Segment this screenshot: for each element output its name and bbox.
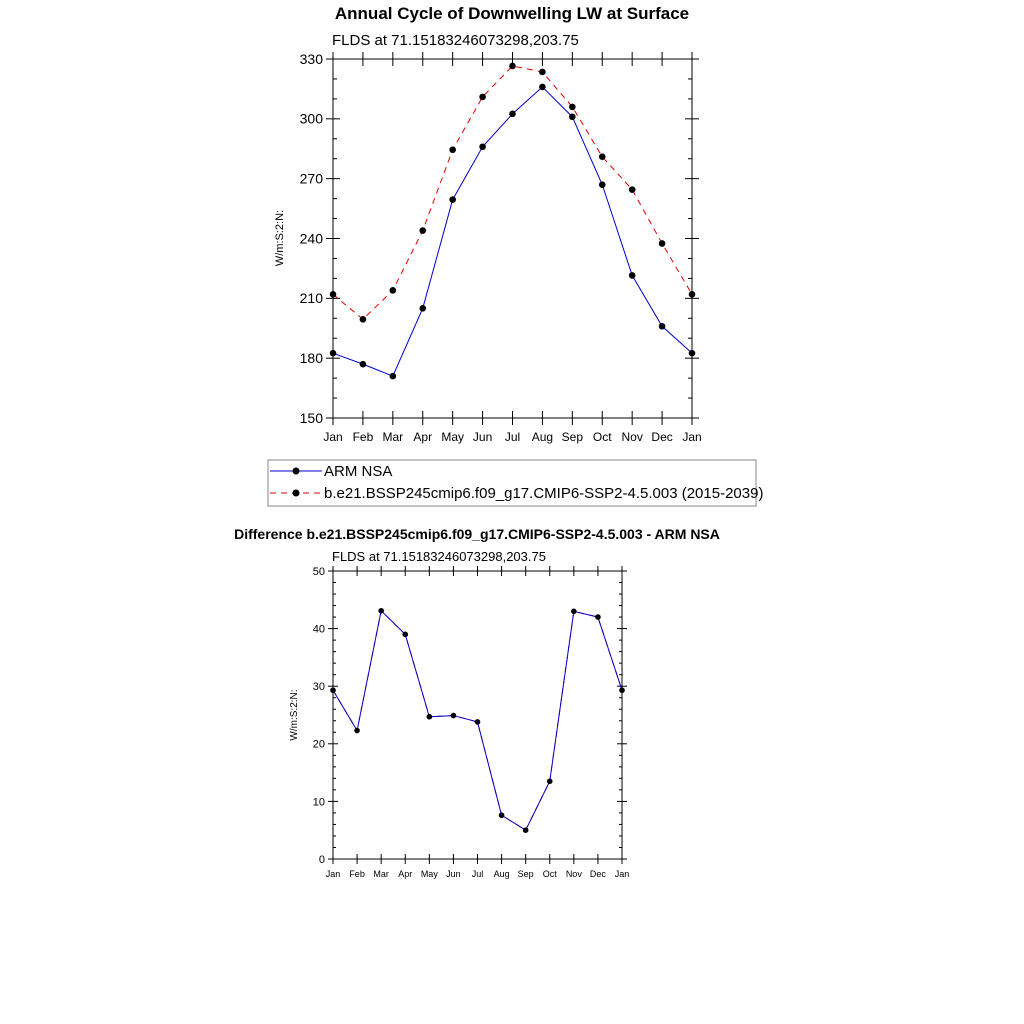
x-tick-label: Jul	[504, 430, 521, 444]
x-tick-label: Oct	[592, 430, 612, 444]
chart2-ticks	[328, 566, 627, 864]
chart1-subtitle: FLDS at 71.15183246073298,203.75	[332, 32, 579, 49]
x-tick-label: Sep	[517, 869, 534, 879]
y-tick-label: 180	[299, 350, 323, 367]
data-point	[509, 111, 516, 118]
data-point	[479, 94, 486, 101]
chart1-y-axis-label: W/m:S:2:N:	[274, 209, 286, 267]
chart2-y-tick-labels	[313, 566, 325, 866]
chart2-title: Difference b.e21.BSSP245cmip6.f09_g17.CMIP6-SSP2-4.5.003 - ARM NSA	[234, 526, 720, 542]
chart1-ticks	[326, 52, 699, 425]
y-tick-label: 0	[318, 853, 325, 866]
x-tick-label: Nov	[621, 430, 643, 444]
chart2-subtitle: FLDS at 71.15183246073298,203.75	[332, 549, 546, 564]
annual-cycle-chart	[268, 4, 763, 506]
data-point	[479, 143, 486, 150]
data-point	[419, 305, 426, 312]
chart2-series	[330, 608, 625, 833]
x-tick-label: Dec	[589, 869, 606, 879]
data-point	[360, 361, 367, 368]
chart1-x-tick-labels	[323, 430, 701, 444]
data-point	[599, 181, 606, 188]
y-tick-label: 240	[299, 230, 323, 247]
data-point	[360, 316, 367, 323]
x-tick-label: Dec	[651, 430, 673, 444]
data-point	[595, 614, 601, 620]
legend-marker-model	[293, 490, 300, 497]
y-tick-label: 10	[312, 796, 325, 809]
data-point	[629, 186, 636, 193]
chart2-y-axis-label: W/m:S:2:N:	[289, 689, 300, 741]
data-point	[427, 714, 433, 720]
data-point	[599, 153, 606, 160]
x-tick-label: Apr	[398, 869, 413, 879]
y-tick-label: 40	[312, 623, 325, 636]
x-tick-label: Jul	[471, 869, 484, 879]
data-point	[629, 272, 636, 279]
x-tick-label: May	[420, 869, 438, 879]
data-point	[330, 291, 337, 298]
x-tick-label: Jun	[472, 430, 493, 444]
data-point	[419, 227, 426, 234]
x-tick-label: Sep	[561, 430, 584, 444]
data-point	[571, 609, 577, 615]
y-tick-label: 50	[312, 565, 325, 578]
data-point	[451, 713, 457, 719]
x-tick-label: Oct	[542, 869, 557, 879]
x-tick-label: Jun	[446, 869, 461, 879]
data-point	[569, 104, 576, 111]
data-point	[619, 687, 625, 693]
x-tick-label: Jan	[614, 869, 630, 879]
y-tick-label: 300	[299, 110, 323, 127]
data-point	[569, 114, 576, 121]
y-tick-label: 210	[299, 290, 323, 307]
y-tick-label: 30	[312, 681, 325, 694]
data-point	[449, 146, 456, 153]
x-tick-label: Jan	[682, 430, 702, 444]
data-point	[354, 728, 360, 734]
data-point	[689, 291, 696, 298]
chart2-plot-frame	[333, 571, 622, 859]
data-point	[523, 827, 529, 833]
x-tick-label: Aug	[493, 869, 510, 879]
data-point	[539, 69, 546, 76]
x-tick-label: Jan	[325, 869, 341, 879]
data-point	[539, 84, 546, 91]
data-point	[390, 287, 397, 294]
x-tick-label: Apr	[413, 430, 433, 444]
data-point	[475, 719, 481, 725]
chart1-y-tick-labels	[300, 51, 324, 426]
y-tick-label: 150	[299, 409, 323, 426]
y-tick-label: 20	[312, 738, 325, 751]
chart1-series	[330, 63, 696, 380]
data-point	[659, 323, 666, 330]
data-point	[449, 196, 456, 203]
data-point	[378, 608, 384, 614]
data-point	[689, 350, 696, 357]
x-tick-label: Nov	[565, 869, 582, 879]
data-point	[509, 63, 516, 70]
data-point	[499, 812, 505, 818]
data-point	[390, 373, 397, 380]
y-tick-label: 270	[299, 170, 323, 187]
x-tick-label: May	[441, 430, 465, 444]
chart1-legend	[268, 460, 763, 506]
x-tick-label: Mar	[373, 869, 389, 879]
x-tick-label: Mar	[382, 430, 404, 444]
x-tick-label: Aug	[531, 430, 554, 444]
data-point	[330, 350, 337, 357]
legend-marker-arm-nsa	[293, 468, 300, 475]
data-point	[330, 687, 336, 693]
data-point	[659, 240, 666, 247]
legend-label-arm-nsa: ARM NSA	[324, 463, 393, 480]
chart1-title: Annual Cycle of Downwelling LW at Surface	[334, 4, 690, 23]
y-tick-label: 330	[299, 50, 323, 67]
chart2-x-tick-labels	[326, 869, 630, 879]
series-line-0	[333, 87, 692, 376]
x-tick-label: Feb	[349, 869, 365, 879]
x-tick-label: Feb	[352, 430, 374, 444]
x-tick-label: Jan	[323, 430, 343, 444]
data-point	[547, 778, 553, 784]
data-point	[402, 632, 408, 638]
difference-chart	[234, 526, 720, 879]
series-line-1	[333, 66, 692, 319]
legend-label-model: b.e21.BSSP245cmip6.f09_g17.CMIP6-SSP2-4.5.003 (2015-2039)	[324, 485, 764, 502]
